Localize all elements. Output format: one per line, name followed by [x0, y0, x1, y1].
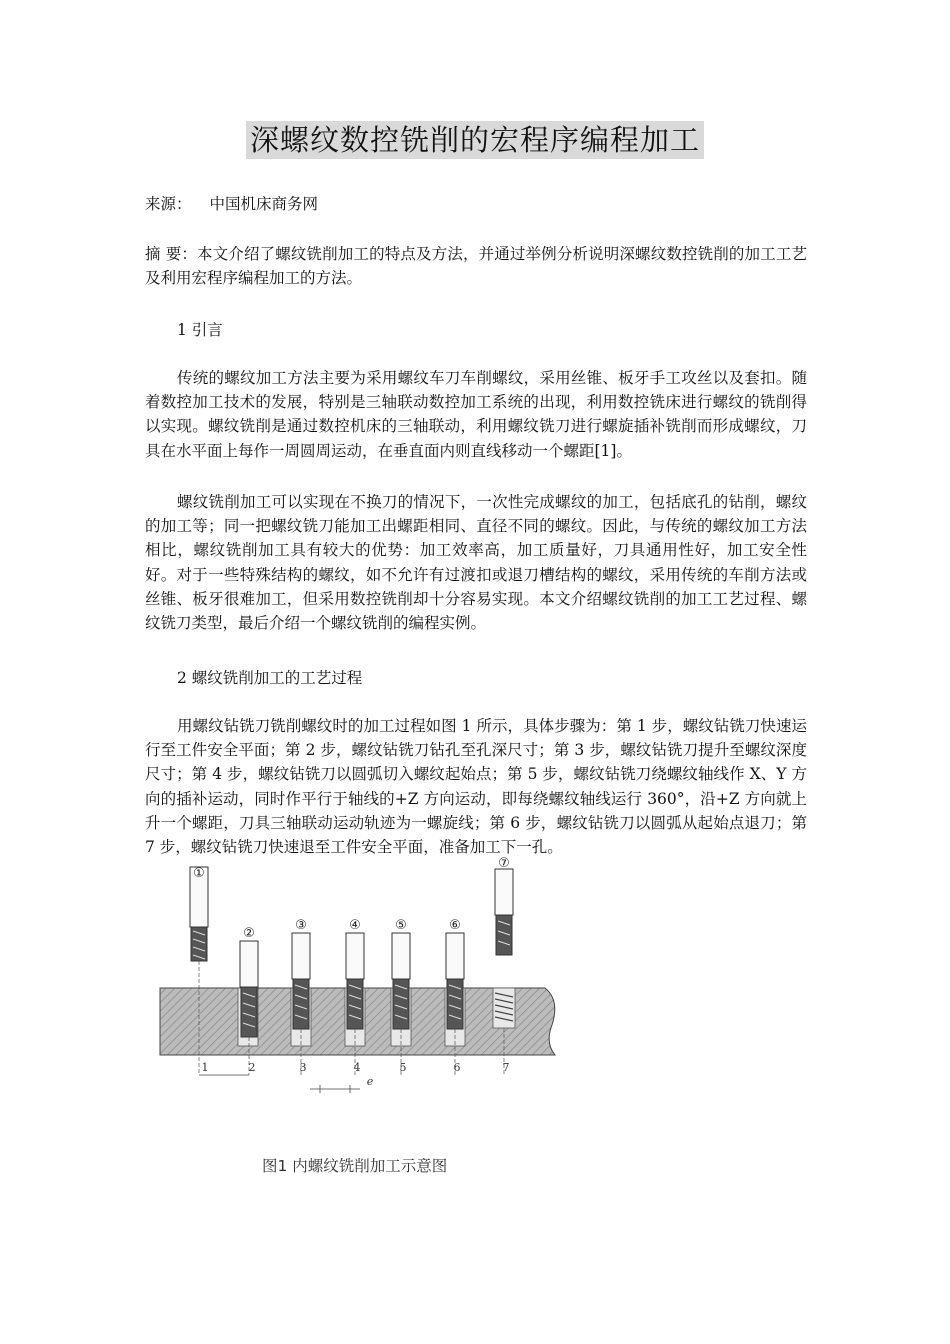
- tool-4: [346, 933, 364, 1029]
- page-title-text: 深螺纹数控铣削的宏程序编程加工: [246, 121, 704, 159]
- thread-milling-diagram: [160, 856, 580, 1115]
- section-heading-2: 2 螺纹铣削加工的工艺过程: [177, 669, 363, 687]
- step-label-5: ⑤: [395, 918, 407, 933]
- axis-label-1: 1: [201, 1061, 209, 1074]
- dimension-label-e: e: [366, 1075, 374, 1088]
- tool-5: [392, 933, 410, 1029]
- axis-label-6: 6: [453, 1061, 461, 1074]
- step-label-3: ③: [295, 918, 307, 933]
- step-label-2: ②: [243, 926, 255, 941]
- hole-7: [493, 988, 515, 1028]
- axis-label-7: 7: [502, 1061, 510, 1074]
- abstract: 摘 要：本文介绍了螺纹铣削加工的特点及方法，并通过举例分析说明深螺纹数控铣削的加工工艺及利用宏程序编程加工的方法。: [145, 245, 807, 288]
- tool-7: [495, 869, 513, 955]
- axis-label-5: 5: [399, 1061, 407, 1074]
- step-label-4: ④: [349, 918, 361, 933]
- step-label-7: ⑦: [498, 856, 510, 871]
- tool-1: [190, 867, 208, 961]
- tool-2: [240, 941, 258, 1037]
- dimension-lines: [199, 1075, 360, 1093]
- step-label-6: ⑥: [449, 918, 461, 933]
- section-heading-1: 1 引言: [177, 321, 223, 339]
- axis-label-3: 3: [299, 1061, 307, 1074]
- paragraph-intro-1: 传统的螺纹加工方法主要为采用螺纹车刀车削螺纹，采用丝锥、板牙手工攻丝以及套扣。随着数控加工技术的发展，特别是三轴联动数控加工系统的出现，利用数控铣床进行螺纹的铣削得以实现。螺纹铣削是通过数控机床的三轴联动，利用螺纹铣刀进行螺旋插补铣削而形成螺纹，刀具在水平面上每作一周圆周运动，在垂直面内则直线移动一个螺距[1]。: [145, 369, 807, 460]
- figure-caption: 图1 内螺纹铣削加工示意图: [262, 1157, 448, 1175]
- paragraph-intro-2: 螺纹铣削加工可以实现在不换刀的情况下，一次性完成螺纹的加工，包括底孔的钻削，螺纹的加工等；同一把螺纹铣刀能加工出螺距相同、直径不同的螺纹。因此，与传统的螺纹加工方法相比，螺纹铣削加工具有较大的优势：加工效率高，加工质量好，刀具通用性好，加工安全性好。对于一些特殊结构的螺纹，如不允许有过渡扣或退刀槽结构的螺纹，采用传统的车削方法或丝锥、板牙很难加工，但采用数控铣削却十分容易实现。本文介绍螺纹铣削的加工工艺过程、螺纹铣刀类型，最后介绍一个螺纹铣削的编程实例。: [145, 493, 807, 633]
- step-label-1: ①: [193, 866, 205, 881]
- page-title: [0, 118, 950, 159]
- source-value: 中国机床商务网: [209, 195, 319, 213]
- axis-label-2: 2: [248, 1061, 256, 1074]
- axis-label-4: 4: [353, 1061, 361, 1074]
- tool-3: [292, 933, 310, 1029]
- source-label: 来源：: [145, 195, 192, 213]
- source-line: [145, 192, 807, 216]
- paragraph-process: 用螺纹钻铣刀铣削螺纹时的加工过程如图 1 所示，具体步骤为：第 1 步，螺纹钻铣刀快速运行至工件安全平面；第 2 步，螺纹钻铣刀钻孔至孔深尺寸；第 3 步，螺纹钻铣刀提升至螺纹深度尺寸；第 4 步，螺纹钻铣刀以圆弧切入螺纹起始点；第 5 步，螺纹钻铣刀绕螺纹轴线作 X、Y 方向的插补运动，同时作平行于轴线的+Z 方向运动，即每绕螺纹轴线运行 360°，沿+Z 方向就上升一个螺距，刀具三轴联动运动轨迹为一螺旋线；第 6 步，螺纹钻铣刀以圆弧从起始点退刀；第 7 步，螺纹钻铣刀快速退至工件安全平面，准备加工下一孔。: [145, 717, 807, 857]
- tool-6: [446, 933, 464, 1029]
- step-labels: [193, 856, 510, 941]
- axis-labels: [202, 1061, 510, 1088]
